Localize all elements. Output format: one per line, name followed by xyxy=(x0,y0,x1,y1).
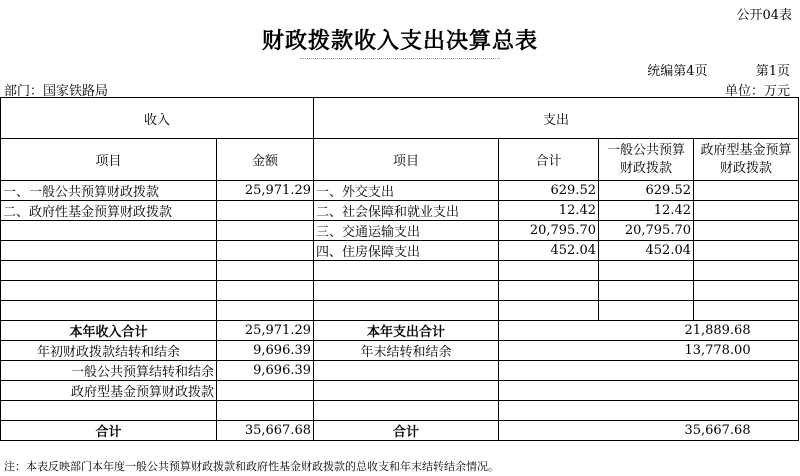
carry-out-value: 13,778.00 xyxy=(499,341,799,361)
carry-general-row xyxy=(1,361,799,381)
income-item: 一、一般公共预算财政拨款 xyxy=(1,181,217,201)
table-row xyxy=(1,201,799,221)
unit-label: 单位：万元 xyxy=(724,84,790,99)
blank-cell xyxy=(499,401,799,421)
expense-total: 629.52 xyxy=(499,181,599,201)
income-item xyxy=(1,261,217,281)
general-budget-amount: 629.52 xyxy=(599,181,694,201)
general-budget-amount: 12.42 xyxy=(599,201,694,221)
grand-out-value: 35,667.68 xyxy=(499,421,799,441)
income-header: 收入 xyxy=(1,98,314,139)
expense-total: 20,795.70 xyxy=(499,221,599,241)
page-title: 财政拨款收入支出决算总表 xyxy=(261,29,538,54)
income-amount xyxy=(217,201,314,221)
expense-item: 一、外交支出 xyxy=(314,181,499,201)
income-amount xyxy=(217,221,314,241)
income-amount xyxy=(217,281,314,301)
grand-total-row xyxy=(1,421,799,441)
income-amount xyxy=(217,241,314,261)
carry-in-value: 9,696.39 xyxy=(217,341,314,361)
expense-item xyxy=(314,301,499,321)
form-number: 公开04表 xyxy=(736,8,792,23)
gov-fund-amount xyxy=(694,301,799,321)
expense-item xyxy=(314,261,499,281)
grand-in-label: 合计 xyxy=(1,421,217,441)
income-item xyxy=(1,301,217,321)
blank-row xyxy=(1,401,799,421)
income-total-label: 本年收入合计 xyxy=(1,321,217,341)
income-item-header: 项目 xyxy=(1,139,217,181)
blank-cell xyxy=(217,401,314,421)
income-item: 二、政府性基金预算财政拨款 xyxy=(1,201,217,221)
carry-in-general-value: 9,696.39 xyxy=(217,361,314,381)
expense-total-header: 合计 xyxy=(499,139,599,181)
income-total-value: 25,971.29 xyxy=(217,321,314,341)
income-amount xyxy=(217,261,314,281)
carry-in-fund-label: 政府型基金预算财政拨款 xyxy=(1,381,217,401)
gov-fund-header: 政府型基金预算财政拨款 xyxy=(694,139,799,181)
carry-out-label: 年末结转和结余 xyxy=(314,341,499,361)
table-row xyxy=(1,281,799,301)
expense-total xyxy=(499,301,599,321)
header-row-1 xyxy=(1,98,799,139)
general-budget-amount xyxy=(599,261,694,281)
carry-in-label: 年初财政拨款结转和结余 xyxy=(1,341,217,361)
carry-in-general-label: 一般公共预算结转和结余 xyxy=(1,361,217,381)
expense-total xyxy=(499,281,599,301)
gov-fund-amount xyxy=(694,261,799,281)
gov-fund-amount xyxy=(694,201,799,221)
expense-total-value: 21,889.68 xyxy=(499,321,799,341)
blank-cell xyxy=(499,381,799,401)
expense-item: 三、交通运输支出 xyxy=(314,221,499,241)
income-item xyxy=(1,221,217,241)
gov-fund-amount xyxy=(694,281,799,301)
grand-in-value: 35,667.68 xyxy=(217,421,314,441)
blank-cell xyxy=(499,361,799,381)
blank-cell xyxy=(314,401,499,421)
gov-fund-amount xyxy=(694,181,799,201)
general-budget-header: 一般公共预算财政拨款 xyxy=(599,139,694,181)
general-budget-amount xyxy=(599,281,694,301)
income-amount: 25,971.29 xyxy=(217,181,314,201)
expense-total xyxy=(499,261,599,281)
table-row xyxy=(1,261,799,281)
carry-fund-row xyxy=(1,381,799,401)
expense-item xyxy=(314,281,499,301)
table-row xyxy=(1,181,799,201)
income-amount xyxy=(217,301,314,321)
carry-row xyxy=(1,341,799,361)
grand-out-label: 合计 xyxy=(314,421,499,441)
page-number: 第1页 xyxy=(755,64,790,79)
expense-item: 四、住房保障支出 xyxy=(314,241,499,261)
gov-fund-amount xyxy=(694,221,799,241)
expense-item-header: 项目 xyxy=(314,139,499,181)
budget-table xyxy=(0,97,799,441)
general-budget-amount: 20,795.70 xyxy=(599,221,694,241)
footnote: 注：本表反映部门本年度一般公共预算财政拨款和政府性基金财政拨款的总收支和年末结转结余情况。 xyxy=(4,460,499,473)
blank-cell xyxy=(1,401,217,421)
general-budget-amount xyxy=(599,301,694,321)
page-meta xyxy=(603,60,790,79)
table-row xyxy=(1,221,799,241)
expense-total-label: 本年支出合计 xyxy=(314,321,499,341)
carry-in-fund-value xyxy=(217,381,314,401)
income-item xyxy=(1,241,217,261)
expense-total: 12.42 xyxy=(499,201,599,221)
code-number: 统编第4页 xyxy=(647,64,708,79)
blank-cell xyxy=(314,361,499,381)
department-label: 部门：国家铁路局 xyxy=(4,84,109,99)
year-total-row xyxy=(1,321,799,341)
income-item xyxy=(1,281,217,301)
header-row-2 xyxy=(1,139,799,181)
table-row xyxy=(1,241,799,261)
expense-header: 支出 xyxy=(314,98,799,139)
gov-fund-amount xyxy=(694,241,799,261)
expense-total: 452.04 xyxy=(499,241,599,261)
blank-cell xyxy=(314,381,499,401)
table-row xyxy=(1,301,799,321)
title-underline xyxy=(300,58,500,59)
general-budget-amount: 452.04 xyxy=(599,241,694,261)
income-amount-header: 金额 xyxy=(217,139,314,181)
expense-item: 二、社会保障和就业支出 xyxy=(314,201,499,221)
